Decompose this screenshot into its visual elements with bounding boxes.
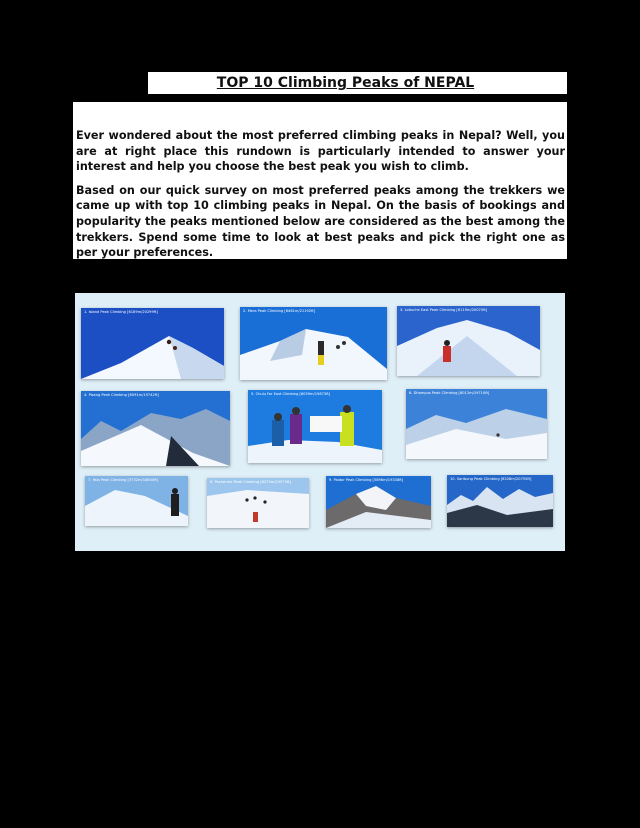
peak-caption: 7. Yala Peak Climbing [5732m/18800ft] bbox=[88, 478, 159, 482]
intro-paragraph: Based on our quick survey on most preferred peaks among the trekkers we came up with top 10 climbing peaks in Nepal. On the basis of bookings and popularity the peaks mentioned below are considered as the best among the trekkers. Spend some time to look at best peaks and pick the right one as per your preferences. bbox=[76, 183, 565, 260]
peak-caption: 2. Mera Peak Climbing [6461m/21192ft] bbox=[243, 309, 316, 313]
peak-photo-chulu bbox=[248, 390, 382, 463]
intro-paragraph: Ever wondered about the most preferred climbing peaks in Nepal? Well, you are at right place this rundown is particularly intended to answer your interest and help you choose the best peak you wish to climb. bbox=[76, 129, 565, 174]
peak-photo-dhampus bbox=[406, 389, 547, 459]
title-bar bbox=[148, 72, 567, 94]
peak-caption: 8. Pachermo Peak Climbing [6273m/20575ft] bbox=[210, 480, 291, 484]
peak-caption: 4. Pisang Peak Climbing [6091m/19742ft] bbox=[84, 393, 159, 397]
peak-photo-island bbox=[81, 308, 224, 379]
peak-caption: 5. Chulu Far East Climbing [6059m/19873ft] bbox=[251, 392, 331, 396]
peak-caption: 9. Paldor Peak Climbing [5896m/19338ft] bbox=[329, 478, 404, 482]
peak-caption: 10. Saribung Peak Climbing [6328m/20755ft] bbox=[450, 477, 532, 481]
peaks-photo-collage bbox=[75, 293, 565, 551]
peak-photo-mera bbox=[240, 307, 387, 380]
peak-photo-lobuche bbox=[397, 306, 540, 376]
peak-caption: 1. Island Peak Climbing [6189m/20299ft] bbox=[84, 310, 158, 314]
peak-photo-pachermo bbox=[207, 478, 309, 528]
peak-photo-paldor bbox=[326, 476, 431, 528]
peak-caption: 6. Dhampus Peak Climbing [6012m/19710ft] bbox=[409, 391, 490, 395]
peak-caption: 3. Lobuche East Peak Climbing [6119m/20070ft] bbox=[400, 308, 488, 312]
page-title: TOP 10 Climbing Peaks of NEPAL bbox=[216, 75, 475, 91]
intro-text-box bbox=[73, 102, 567, 259]
peak-photo-saribung bbox=[447, 475, 553, 527]
peak-photo-pisang bbox=[81, 391, 230, 466]
peak-photo-yala bbox=[85, 476, 188, 526]
